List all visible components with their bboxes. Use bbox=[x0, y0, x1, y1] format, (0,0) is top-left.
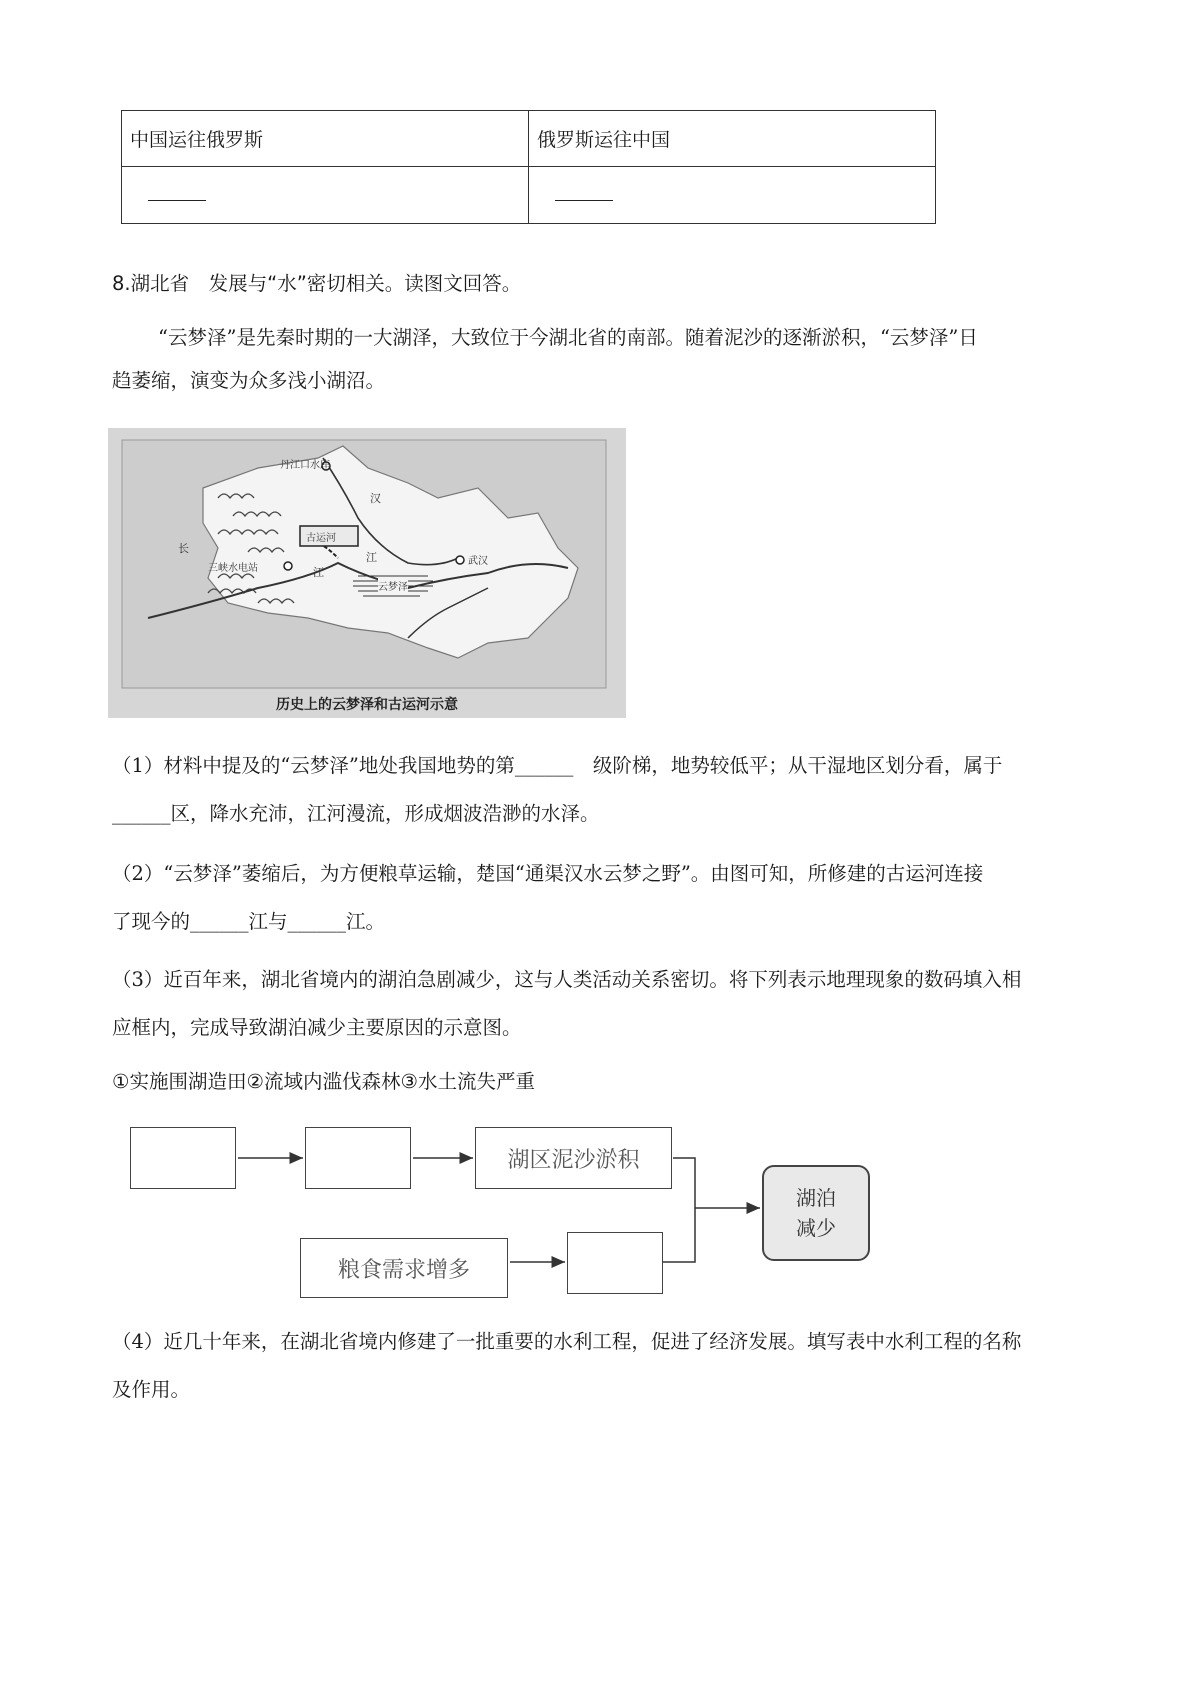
flow-box-blank-1[interactable] bbox=[130, 1127, 236, 1189]
flow-box-sediment: 湖区泥沙淤积 bbox=[475, 1127, 672, 1189]
q2-line-2: 了现今的______江与______江。 bbox=[112, 910, 386, 933]
q3-line-1: （3）近百年来，湖北省境内的湖泊急剧减少，这与人类活动关系密切。将下列表示地理现象的数码填入相 bbox=[112, 968, 1022, 991]
label-jiang-2: 江 bbox=[313, 566, 324, 579]
result-line-1: 湖泊 bbox=[796, 1186, 836, 1210]
q4-line-1: （4）近几十年来，在湖北省境内修建了一批重要的水利工程，促进了经济发展。填写表中水利工程的名称 bbox=[112, 1330, 1022, 1353]
result-line-2: 减少 bbox=[796, 1216, 836, 1240]
label-danjiangkou: 丹江口水库 bbox=[280, 460, 330, 471]
q3-options: ①实施围湖造田②流域内滥伐森林③水土流失严重 bbox=[112, 1070, 535, 1093]
map-caption: 历史上的云梦泽和古运河示意 bbox=[276, 697, 458, 713]
label-wuhan: 武汉 bbox=[468, 556, 488, 567]
q4-line-2: 及作用。 bbox=[112, 1378, 191, 1401]
header-china-to-russia: 中国运往俄罗斯 bbox=[122, 111, 529, 167]
flow-box-blank-3[interactable] bbox=[567, 1232, 663, 1294]
q2-line-1: （2）“云梦泽”萎缩后，为方便粮草运输，楚国“通渠汉水云梦之野”。由图可知，所修建的古运河连接 bbox=[112, 862, 984, 885]
label-chang: 长 bbox=[178, 542, 189, 555]
label-gu-yunhe: 古运河 bbox=[306, 533, 336, 544]
q1-line-2: ______区，降水充沛，江河漫流，形成烟波浩渺的水泽。 bbox=[112, 802, 600, 825]
label-han: 汉 bbox=[370, 492, 381, 505]
flow-box-blank-2[interactable] bbox=[305, 1127, 411, 1189]
label-jiang-1: 江 bbox=[366, 551, 377, 564]
q1-line-1: （1）材料中提及的“云梦泽”地处我国地势的第______ 级阶梯，地势较低平；从干湿地区划分看，属于 bbox=[112, 754, 1003, 777]
question-8-title: 8.湖北省 发展与“水”密切相关。读图文回答。 bbox=[112, 272, 522, 295]
intro-line-2: 趋萎缩，演变为众多浅小湖沼。 bbox=[112, 369, 386, 392]
q3-line-2: 应框内，完成导致湖泊减少主要原因的示意图。 bbox=[112, 1016, 522, 1039]
intro-line-1: “云梦泽”是先秦时期的一大湖泽，大致位于今湖北省的南部。随着泥沙的逐渐淤积，“云梦泽”日 bbox=[158, 326, 978, 349]
flow-result-lake-decrease bbox=[762, 1165, 870, 1261]
header-russia-to-china: 俄罗斯运往中国 bbox=[529, 111, 936, 167]
label-yunmengze: 云梦泽 bbox=[378, 578, 408, 593]
label-sanxia: 三峡水电站 bbox=[208, 563, 258, 574]
flow-box-food-demand: 粮食需求增多 bbox=[300, 1238, 508, 1298]
